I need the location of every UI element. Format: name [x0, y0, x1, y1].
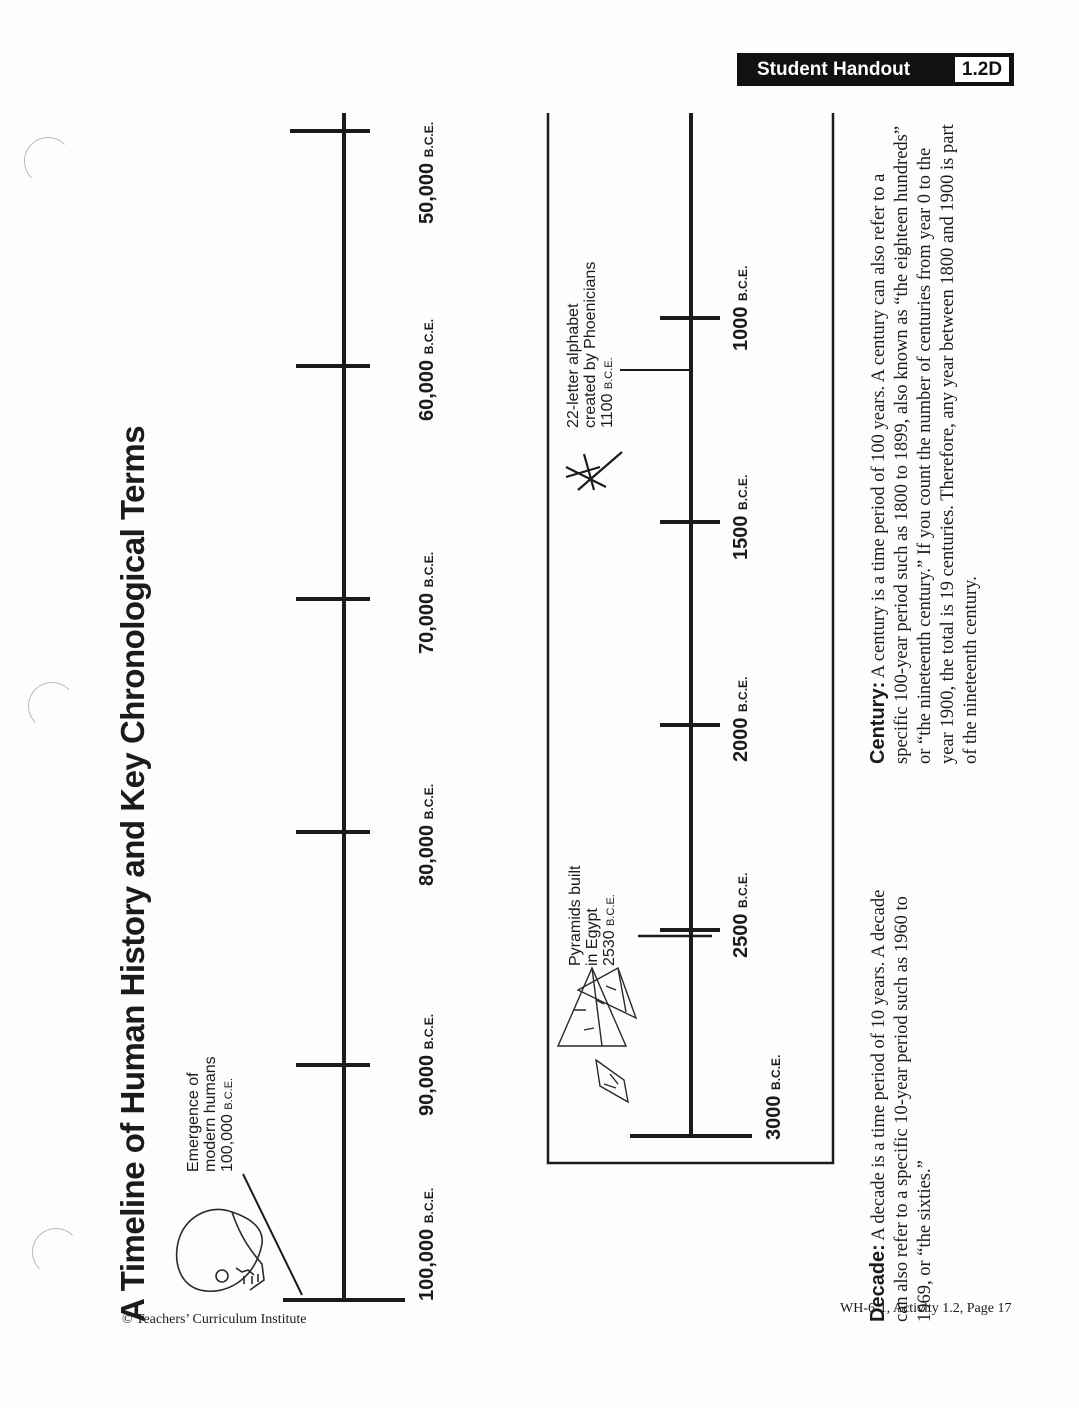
event-phoenician-alphabet: 22-letter alphabet created by Phoenicians 1100 B.C.E.: [565, 261, 616, 428]
timeline-1-label-80000: 80,000 B.C.E.: [416, 783, 438, 886]
decade-text: A decade is a time period of 10 years. A decade can also refer to a specific 10-year period such as 1960 to 1969, or “the sixties.”: [869, 889, 935, 1322]
definition-decade: [867, 872, 937, 1322]
pyramids-icon: [558, 968, 636, 1102]
alphabet-letter-icon: [566, 452, 622, 490]
definition-century: [867, 124, 983, 764]
timeline-2-label-1500: 1500 B.C.E.: [730, 474, 752, 560]
timeline-2-label-1000: 1000 B.C.E.: [730, 265, 752, 351]
copyright-notice: © Teachers’ Curriculum Institute: [122, 1312, 307, 1327]
timeline-1-label-50000: 50,000 B.C.E.: [416, 121, 438, 224]
event-pyramids: Pyramids built in Egypt 2530 B.C.E.: [567, 865, 618, 966]
page-title: A Timeline of Human History and Key Chronological Terms: [114, 425, 151, 1322]
timeline-2-label-3000: 3000 B.C.E.: [763, 1054, 785, 1140]
timeline-1-label-60000: 60,000 B.C.E.: [416, 318, 438, 421]
timeline-1-label-100000: 100,000 B.C.E.: [416, 1187, 438, 1301]
handout-number: 1.2D: [953, 55, 1011, 84]
century-text: A century is a time period of 100 years. A century can also refer to a specific 100-year period such as 1800 to 1899, also known as “the eighteen hundreds” or “the nineteenth century.” If you count the number of centuries from year 0 to the year 1900, the total is 19 centuries. Therefore, any year between 1800 and 1900 is part of the nineteenth century.: [869, 124, 981, 764]
page-reference: WH-6-1, Activity 1.2, Page 17: [840, 1301, 1012, 1316]
century-term: Century:: [867, 681, 889, 764]
handout-label: Student Handout: [757, 58, 911, 80]
timeline-2-label-2000: 2000 B.C.E.: [730, 676, 752, 762]
timeline-1-label-90000: 90,000 B.C.E.: [416, 1013, 438, 1116]
timeline-1-label-70000: 70,000 B.C.E.: [416, 551, 438, 654]
decade-term: Decade:: [867, 1244, 889, 1322]
event-emergence-modern-humans: Emergence of modern humans 100,000 B.C.E.: [185, 1056, 236, 1172]
timeline-2-label-2500: 2500 B.C.E.: [730, 872, 752, 958]
